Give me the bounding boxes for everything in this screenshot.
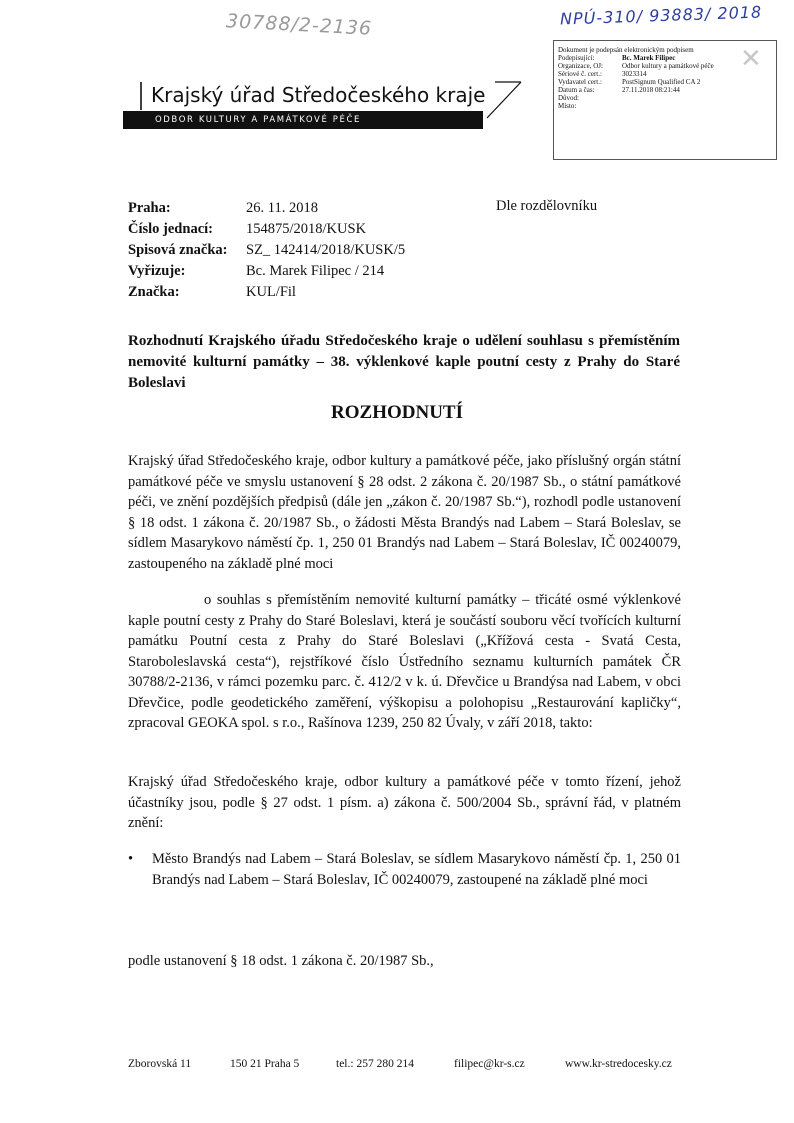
e-signature-value: Bc. Marek Filipec (622, 54, 676, 63)
e-signature-row (554, 78, 776, 86)
metadata-label: Spisová značka: (128, 242, 228, 258)
e-signature-label: Podepisující: (558, 54, 595, 63)
e-signature-label: Sériové č. cert.: (558, 70, 602, 79)
footer-city: 150 21 Praha 5 (230, 1058, 300, 1070)
e-signature-heading: Dokument je podepsán elektronickým podpisem (558, 46, 694, 54)
logo-department-bar (123, 111, 483, 129)
document-metadata (128, 198, 446, 303)
e-signature-label: Důvod: (558, 94, 579, 103)
footer-email[interactable]: filipec@kr-s.cz (454, 1058, 525, 1070)
metadata-label: Praha: (128, 200, 171, 216)
e-signature-label: Vydavatel cert.: (558, 78, 602, 87)
e-signature-value: 27.11.2018 08:21:44 (622, 86, 680, 95)
metadata-row (128, 198, 446, 219)
e-signature-box (553, 40, 777, 160)
metadata-row (128, 261, 446, 282)
decision-heading: ROZHODNUTÍ (331, 402, 463, 423)
e-signature-row (554, 102, 776, 110)
e-signature-label: Datum a čas: (558, 86, 595, 95)
footer-phone: tel.: 257 280 214 (336, 1058, 414, 1070)
e-signature-value (622, 102, 776, 110)
footer-website[interactable]: www.kr-stredocesky.cz (565, 1058, 672, 1070)
signature-stamp-icon: ✕ (740, 44, 762, 74)
paragraph-participants: Krajský úřad Středočeského kraje, odbor kultury a památkové péče v tomto řízení, jehož účastníky jsou, podle § 27 odst. 1 písm. a) zákona č. 500/2004 Sb., správní řád, v platném znění: (128, 774, 681, 831)
metadata-value: SZ_ 142414/2018/KUSK/5 (246, 242, 406, 258)
metadata-value: Bc. Marek Filipec / 214 (246, 263, 385, 279)
e-signature-row (554, 94, 776, 102)
e-signature-value: PostSignum Qualified CA 2 (622, 78, 701, 87)
e-signature-label: Organizace, OJ: (558, 62, 603, 71)
metadata-value: 154875/2018/KUSK (246, 221, 367, 237)
recipient: Dle rozdělovníku (496, 198, 598, 214)
document-subject: Rozhodnutí Krajského úřadu Středočeského kraje o udělení souhlasu s přemístěním nemovité kulturní památky – 38. výklenkové kaple poutní cesty z Prahy do Staré Boleslavi (128, 333, 680, 391)
handwritten-reference-right: NPÚ-310/ 93883/ 2018 (559, 2, 763, 29)
footer-street: Zborovská 11 (128, 1058, 192, 1070)
participant-list-item (128, 849, 681, 891)
e-signature-value (622, 94, 776, 102)
participant-text: Město Brandýs nad Labem – Stará Boleslav, se sídlem Masarykovo náměstí čp. 1, 250 01 Brandýs nad Labem – Stará Boleslav, IČ 00240079, zastoupené na základě plné moci (152, 851, 681, 888)
metadata-label: Číslo jednací: (128, 221, 213, 237)
e-signature-value: 3023314 (622, 70, 647, 79)
paragraph-request: o souhlas s přemístěním nemovité kulturní památky – třicáté osmé výklenkové kaple poutní cesty z Prahy do Staré Boleslavi, která je součástí souboru věcí tvořících kulturní památku Poutní cesta z Prahy do Staré Boleslavi („Křížová cesta - Svatá Cesta, Staroboleslavská cesta“), rejstříkové číslo Ústředního seznamu kulturních památek ČR 30788/2-2136, v rámci pozemku parc. č. 412/2 v k. ú. Dřevčice u Brandýsa nad Labem, v obci Dřevčice, podle geodetického zaměření, výškopisu a polohopisu „Restaurování kapličky“, zpracoval GEOKA spol. s r.o., Rašínova 1239, 250 82 Úvaly, v září 2018, takto: (128, 592, 681, 731)
metadata-value: KUL/Fil (246, 284, 296, 300)
e-signature-value: Odbor kultury a památkové péče (622, 62, 714, 71)
logo-department: ODBOR KULTURY A PAMÁTKOVÉ PÉČE (155, 115, 361, 125)
metadata-label: Značka: (128, 284, 180, 300)
metadata-row (128, 219, 446, 240)
office-logo (123, 76, 523, 130)
metadata-row (128, 240, 446, 261)
e-signature-label: Místo: (558, 102, 577, 111)
logo-title: Krajský úřad Středočeského kraje (151, 83, 486, 107)
paragraph-legal-basis: podle ustanovení § 18 odst. 1 zákona č. 20/1987 Sb., (128, 953, 434, 969)
metadata-value: 26. 11. 2018 (246, 200, 318, 216)
bullet-icon: • (128, 851, 134, 867)
metadata-row (128, 282, 446, 303)
handwritten-reference-left: 30788/2-2136 (225, 10, 373, 40)
metadata-label: Vyřizuje: (128, 263, 186, 279)
paragraph-authority: Krajský úřad Středočeského kraje, odbor kultury a památkové péče, jako příslušný orgán státní památkové péče ve smyslu ustanovení § 28 odst. 2 zákona č. 20/1987 Sb., o státní památkové péči, ve znění pozdějších předpisů (dále jen „zákon č. 20/1987 Sb.“), rozhodl podle ustanovení § 18 odst. 1 zákona č. 20/1987 Sb., o žádosti Města Brandýs nad Labem – Stará Boleslav, se sídlem Masarykovo náměstí čp. 1, 250 01 Brandýs nad Labem – Stará Boleslav, IČ 00240079, zastoupeného na základě plné moci (128, 453, 681, 572)
e-signature-row (554, 86, 776, 94)
